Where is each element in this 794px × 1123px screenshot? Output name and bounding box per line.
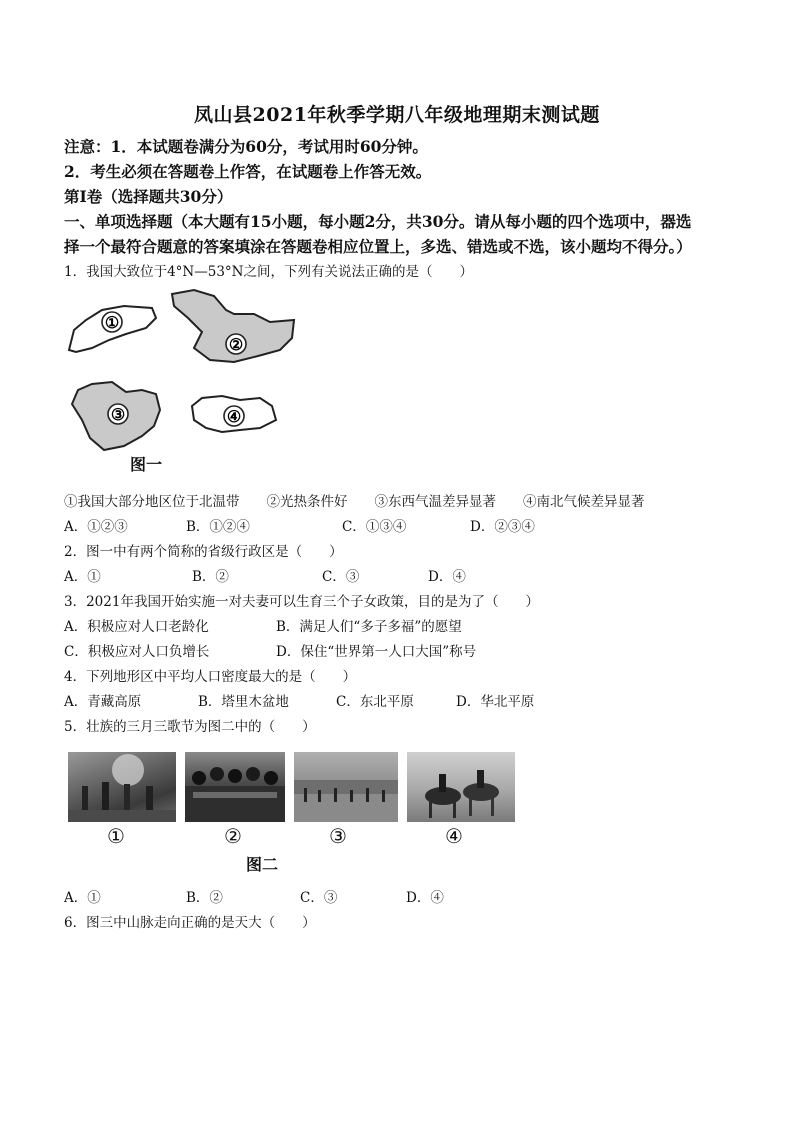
figure2-label-4: ④ xyxy=(445,824,463,848)
map-label-1: ① xyxy=(104,313,120,332)
q1-option-d: D．②③④ xyxy=(470,519,535,535)
q2-option-b: B．② xyxy=(192,569,229,585)
q5-option-c: C．③ xyxy=(300,890,338,906)
festival-photo-3 xyxy=(294,752,398,822)
province-map-4 xyxy=(192,396,276,432)
figure1-caption: 图一 xyxy=(130,455,163,474)
q1-option-c: C．①③④ xyxy=(342,519,407,535)
q5-option-d: D．④ xyxy=(406,890,444,906)
province-map-3 xyxy=(72,382,160,450)
q1-option-b: B．①②④ xyxy=(186,519,250,535)
q3-stem: 3．2021年我国开始实施一对夫妻可以生育三个子女政策，目的是为了（ ） xyxy=(64,594,539,610)
festival-photo-2 xyxy=(185,752,285,822)
page-title: 凤山县2021年秋季学期八年级地理期末测试题 xyxy=(194,104,600,126)
q2-stem: 2．图一中有两个简称的省级行政区是（ ） xyxy=(64,544,343,560)
q1-stem: 1．我国大致位于4°N—53°N之间，下列有关说法正确的是（ ） xyxy=(64,264,473,280)
province-map-1 xyxy=(69,306,156,352)
section-instruction-2: 择一个最符合题意的答案填涂在答题卷相应位置上，多选、错选或不选，该小题均不得分。） xyxy=(64,237,692,256)
q5-stem: 5．壮族的三月三歌节为图二中的（ ） xyxy=(64,719,316,735)
section-heading: 第Ⅰ卷（选择题共30分） xyxy=(64,187,233,206)
q1-statements: ①我国大部分地区位于北温带 ②光热条件好 ③东西气温差异显著 ④南北气候差异显著 xyxy=(64,494,645,510)
q2-option-c: C．③ xyxy=(322,569,360,585)
q6-stem: 6．图三中山脉走向正确的是天大（ ） xyxy=(64,915,316,931)
section-instruction-1: 一、单项选择题（本大题有15小题，每小题2分，共30分。请从每小题的四个选项中，器选 xyxy=(64,212,692,231)
q3-option-c: C．积极应对人口负增长 xyxy=(64,644,210,660)
q5-option-a: A．① xyxy=(64,890,101,906)
q4-option-c: C．东北平原 xyxy=(336,694,414,710)
q3-option-d: D．保住“世界第一人口大国”称号 xyxy=(276,644,477,660)
q4-option-a: A．青藏高原 xyxy=(64,694,142,710)
figure2-label-3: ③ xyxy=(329,824,347,848)
figure1-province-maps xyxy=(64,288,314,468)
q4-option-d: D．华北平原 xyxy=(456,694,535,710)
province-map-2 xyxy=(172,290,294,362)
festival-photo-4 xyxy=(407,752,515,822)
q5-option-b: B．② xyxy=(186,890,223,906)
map-label-2: ② xyxy=(228,335,244,354)
note-line-2: 2．考生必须在答题卷上作答，在试题卷上作答无效。 xyxy=(64,162,432,181)
figure2-caption: 图二 xyxy=(246,855,279,874)
figure2-label-1: ① xyxy=(107,824,125,848)
q2-option-d: D．④ xyxy=(428,569,466,585)
q3-option-b: B．满足人们“多子多福”的愿望 xyxy=(276,619,462,635)
festival-photo-1 xyxy=(68,752,176,822)
q4-option-b: B．塔里木盆地 xyxy=(198,694,289,710)
figure2-label-2: ② xyxy=(224,824,242,848)
q2-option-a: A．① xyxy=(64,569,101,585)
q4-stem: 4．下列地形区中平均人口密度最大的是（ ） xyxy=(64,669,357,685)
q1-option-a: A．①②③ xyxy=(64,519,128,535)
note-line-1: 注意：1．本试题卷满分为60分，考试用时60分钟。 xyxy=(64,137,428,156)
q3-option-a: A．积极应对人口老龄化 xyxy=(64,619,209,635)
map-label-3: ③ xyxy=(110,405,126,424)
map-label-4: ④ xyxy=(226,407,242,426)
